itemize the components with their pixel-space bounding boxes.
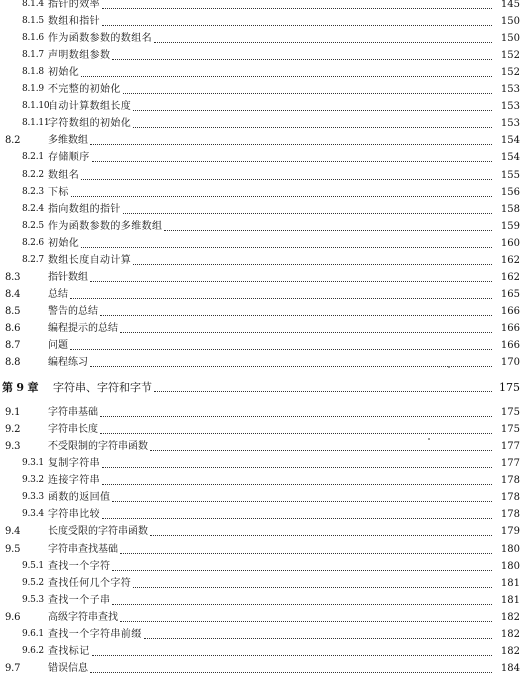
subsection-entry[interactable] xyxy=(0,98,524,115)
entry-number: 8.2 xyxy=(5,135,21,147)
entry-number: 8.2.3 xyxy=(22,186,44,197)
subsection-entry[interactable] xyxy=(0,0,524,13)
dot-leader xyxy=(92,161,492,162)
section-entry[interactable] xyxy=(0,438,524,455)
dot-leader xyxy=(81,76,492,77)
scan-speck xyxy=(428,438,430,440)
entry-number: 8.1.8 xyxy=(22,67,44,78)
section-entry[interactable] xyxy=(0,354,524,371)
dot-leader xyxy=(102,25,492,26)
entry-page-number: 153 xyxy=(500,101,520,113)
entry-title: 字符串、字符和字节 xyxy=(53,381,152,395)
entry-title: 查找一个字符 xyxy=(48,560,111,572)
entry-page-number: 166 xyxy=(500,340,520,351)
dot-leader xyxy=(164,230,492,231)
subsection-entry[interactable] xyxy=(0,252,524,269)
dot-leader xyxy=(102,484,492,485)
entry-number: 8.1.6 xyxy=(22,33,44,44)
dot-leader xyxy=(123,213,492,214)
entry-number: 9.2 xyxy=(5,424,21,436)
entry-title: 作为函数参数的多维数组 xyxy=(48,220,163,232)
dot-leader xyxy=(81,179,492,180)
dot-leader xyxy=(112,501,492,502)
entry-number: 9.5.3 xyxy=(22,594,44,605)
entry-number: 8.1.7 xyxy=(22,50,44,61)
entry-title: 查找一个字符串前缀 xyxy=(48,628,142,640)
dot-leader xyxy=(90,144,492,145)
entry-number: 8.8 xyxy=(5,357,21,369)
dot-leader xyxy=(100,433,492,434)
entry-title: 下标 xyxy=(48,186,69,198)
section-entry[interactable] xyxy=(0,541,524,558)
entry-title: 字符串长度 xyxy=(48,424,98,436)
entry-number: 9.6.1 xyxy=(22,628,44,639)
entry-page-number: 166 xyxy=(500,305,520,317)
entry-number: 9.1 xyxy=(5,407,21,419)
entry-number: 8.5 xyxy=(5,305,21,317)
entry-page-number: 150 xyxy=(500,16,520,28)
section-entry[interactable] xyxy=(0,286,524,303)
dot-leader xyxy=(120,553,492,554)
entry-title: 作为函数参数的数组名 xyxy=(48,33,152,45)
entry-number: 8.6 xyxy=(5,322,21,334)
subsection-entry[interactable] xyxy=(0,455,524,472)
dot-leader xyxy=(154,391,492,392)
entry-title: 连接字符串 xyxy=(48,475,100,487)
entry-number: 9.5.1 xyxy=(22,560,44,571)
dot-leader xyxy=(100,416,492,417)
dot-leader xyxy=(154,42,492,43)
entry-page-number: 156 xyxy=(500,186,520,198)
entry-number: 8.7 xyxy=(5,340,21,351)
entry-page-number: 178 xyxy=(500,509,520,521)
subsection-entry[interactable] xyxy=(0,30,524,47)
entry-number: 8.4 xyxy=(5,288,21,300)
entry-number: 8.3 xyxy=(5,271,21,283)
entry-number: 第 9 章 xyxy=(2,381,39,395)
subsection-entry[interactable] xyxy=(0,47,524,64)
dot-leader xyxy=(102,467,492,468)
section-entry[interactable] xyxy=(0,404,524,421)
dot-leader xyxy=(133,110,492,111)
entry-page-number: 178 xyxy=(500,492,520,504)
dot-leader xyxy=(150,535,492,536)
entry-title: 指向数组的指针 xyxy=(48,203,121,215)
entry-number: 9.3 xyxy=(5,441,21,453)
entry-page-number: 159 xyxy=(500,220,520,232)
section-entry[interactable] xyxy=(0,303,524,320)
entry-page-number: 152 xyxy=(500,67,520,79)
entry-page-number: 182 xyxy=(500,645,520,657)
entry-page-number: 175 xyxy=(499,381,520,395)
entry-title: 数组和指针 xyxy=(48,16,100,28)
dot-leader xyxy=(133,587,492,588)
entry-page-number: 153 xyxy=(500,118,520,130)
entry-page-number: 162 xyxy=(500,254,520,266)
entry-title: 数组名 xyxy=(48,169,80,181)
entry-title: 指针数组 xyxy=(48,271,88,283)
dot-leader xyxy=(133,264,492,265)
subsection-entry[interactable] xyxy=(0,626,524,643)
entry-page-number: 175 xyxy=(500,407,520,419)
entry-title: 复制字符串 xyxy=(48,458,100,470)
dot-leader xyxy=(90,672,492,673)
entry-number: 9.6.2 xyxy=(22,645,44,656)
entry-page-number: 177 xyxy=(500,458,520,470)
entry-title: 查找标记 xyxy=(48,645,90,657)
chapter-entry[interactable] xyxy=(0,379,524,396)
entry-number: 9.6 xyxy=(5,611,21,623)
scan-speck xyxy=(448,366,450,368)
subsection-entry[interactable] xyxy=(0,64,524,81)
dot-leader xyxy=(102,8,492,9)
entry-title: 编程提示的总结 xyxy=(48,322,118,334)
section-entry[interactable] xyxy=(0,523,524,540)
entry-title: 查找任何几个字符 xyxy=(48,577,132,589)
entry-title: 问题 xyxy=(48,340,68,351)
entry-number: 9.3.2 xyxy=(22,475,44,486)
entry-number: 8.2.1 xyxy=(22,152,44,163)
entry-page-number: 184 xyxy=(500,662,520,674)
entry-number: 9.4 xyxy=(5,526,21,538)
subsection-entry[interactable] xyxy=(0,489,524,506)
dot-leader xyxy=(112,604,492,605)
dot-leader xyxy=(70,298,492,299)
dot-leader xyxy=(92,655,492,656)
entry-page-number: 154 xyxy=(500,152,520,164)
section-entry[interactable] xyxy=(0,609,524,626)
section-entry[interactable] xyxy=(0,269,524,286)
dot-leader xyxy=(81,247,492,248)
entry-number: 9.7 xyxy=(5,662,21,674)
dot-leader xyxy=(112,59,492,60)
entry-number: 8.1.11 xyxy=(22,118,50,129)
entry-title: 高级字符串查找 xyxy=(48,611,118,623)
entry-title: 编程练习 xyxy=(48,357,88,369)
dot-leader xyxy=(112,570,492,571)
entry-title: 警告的总结 xyxy=(48,305,98,317)
entry-number: 8.2.7 xyxy=(22,254,44,265)
section-entry[interactable] xyxy=(0,337,524,354)
entry-title: 数组长度自动计算 xyxy=(48,254,132,266)
entry-title: 总结 xyxy=(48,288,68,300)
entry-title: 查找一个子串 xyxy=(48,594,111,606)
section-entry[interactable] xyxy=(0,660,524,677)
dot-leader xyxy=(144,638,492,639)
subsection-entry[interactable] xyxy=(0,13,524,30)
entry-title: 声明数组参数 xyxy=(48,50,111,62)
entry-number: 8.2.6 xyxy=(22,237,44,248)
entry-number: 8.2.5 xyxy=(22,220,44,231)
entry-page-number: 182 xyxy=(500,611,520,623)
entry-page-number: 180 xyxy=(500,560,520,572)
entry-page-number: 181 xyxy=(500,594,520,606)
entry-title: 不完整的初始化 xyxy=(48,84,121,96)
subsection-entry[interactable] xyxy=(0,201,524,218)
entry-title: 函数的返回值 xyxy=(48,492,111,504)
entry-page-number: 182 xyxy=(500,628,520,640)
subsection-entry[interactable] xyxy=(0,472,524,489)
dot-leader xyxy=(90,281,492,282)
entry-title: 字符串基础 xyxy=(48,407,98,419)
entry-page-number: 180 xyxy=(500,543,520,555)
entry-page-number: 154 xyxy=(500,135,520,147)
entry-number: 9.3.3 xyxy=(22,492,44,503)
entry-page-number: 153 xyxy=(500,84,520,96)
dot-leader xyxy=(133,127,492,128)
subsection-entry[interactable] xyxy=(0,575,524,592)
entry-page-number: 166 xyxy=(500,322,520,334)
entry-title: 不受限制的字符串函数 xyxy=(48,441,148,453)
subsection-entry[interactable] xyxy=(0,149,524,166)
section-entry[interactable] xyxy=(0,132,524,149)
entry-title: 初始化 xyxy=(48,67,80,79)
entry-page-number: 155 xyxy=(500,169,520,181)
entry-title: 错误信息 xyxy=(48,662,88,674)
subsection-entry[interactable] xyxy=(0,592,524,609)
entry-title: 字符串比较 xyxy=(48,509,100,521)
entry-title: 自动计算数组长度 xyxy=(48,101,132,113)
entry-number: 8.1.10 xyxy=(22,101,50,112)
subsection-entry[interactable] xyxy=(0,115,524,132)
entry-page-number: 170 xyxy=(500,357,520,369)
entry-page-number: 145 xyxy=(500,0,520,10)
entry-number: 8.1.4 xyxy=(22,0,44,9)
entry-number: 8.2.4 xyxy=(22,203,44,214)
entry-number: 9.3.1 xyxy=(22,458,44,469)
dot-leader xyxy=(102,518,492,519)
entry-page-number: 152 xyxy=(500,50,520,62)
entry-number: 8.1.9 xyxy=(22,84,44,95)
dot-leader xyxy=(71,196,492,197)
entry-title: 字符数组的初始化 xyxy=(48,118,132,130)
dot-leader xyxy=(70,349,492,350)
entry-number: 8.1.5 xyxy=(22,16,44,27)
entry-number: 9.3.4 xyxy=(22,509,44,520)
dot-leader xyxy=(90,366,492,367)
entry-page-number: 178 xyxy=(500,475,520,487)
entry-title: 初始化 xyxy=(48,237,80,249)
entry-title: 字符串查找基础 xyxy=(48,543,118,555)
entry-page-number: 165 xyxy=(500,288,520,300)
entry-page-number: 158 xyxy=(500,203,520,215)
entry-title: 长度受限的字符串函数 xyxy=(48,526,148,538)
section-entry[interactable] xyxy=(0,320,524,337)
entry-number: 9.5.2 xyxy=(22,577,44,588)
section-entry[interactable] xyxy=(0,421,524,438)
dot-leader xyxy=(120,332,492,333)
entry-page-number: 160 xyxy=(500,237,520,249)
dot-leader xyxy=(123,93,492,94)
entry-title: 指针的效率 xyxy=(48,0,100,10)
entry-title: 多维数组 xyxy=(48,135,88,147)
entry-page-number: 181 xyxy=(500,577,520,589)
dot-leader xyxy=(120,621,492,622)
subsection-entry[interactable] xyxy=(0,506,524,523)
entry-title: 存储顺序 xyxy=(48,152,90,164)
subsection-entry[interactable] xyxy=(0,218,524,235)
subsection-entry[interactable] xyxy=(0,235,524,252)
subsection-entry[interactable] xyxy=(0,81,524,98)
entry-number: 8.2.2 xyxy=(22,169,44,180)
subsection-entry[interactable] xyxy=(0,184,524,201)
subsection-entry[interactable] xyxy=(0,643,524,660)
dot-leader xyxy=(150,450,492,451)
subsection-entry[interactable] xyxy=(0,167,524,184)
entry-page-number: 179 xyxy=(500,526,520,538)
entry-page-number: 150 xyxy=(500,33,520,45)
entry-page-number: 162 xyxy=(500,271,520,283)
entry-page-number: 175 xyxy=(500,424,520,436)
subsection-entry[interactable] xyxy=(0,558,524,575)
entry-page-number: 177 xyxy=(500,441,520,453)
entry-number: 9.5 xyxy=(5,543,21,555)
dot-leader xyxy=(100,315,492,316)
